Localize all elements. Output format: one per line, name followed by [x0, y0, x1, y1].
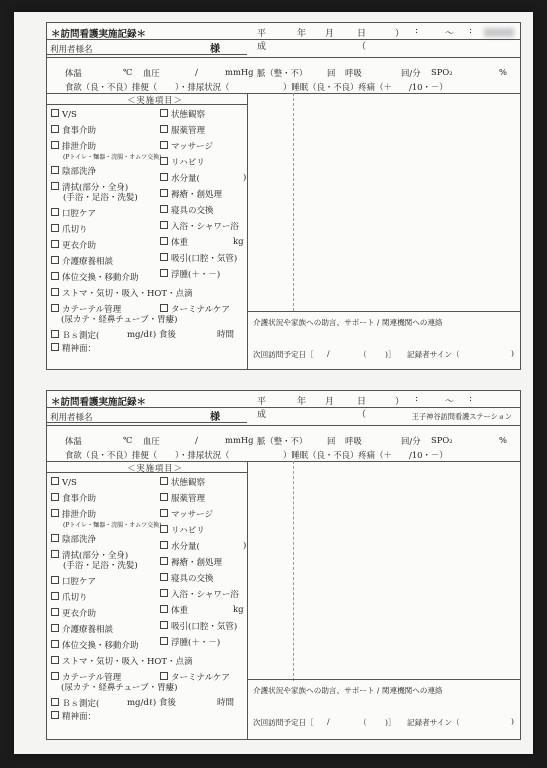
- checklist-item: [217, 330, 234, 340]
- checkbox[interactable]: [51, 592, 59, 600]
- checklist-item[interactable]: [160, 173, 200, 184]
- vital-label: 回/分: [401, 436, 421, 446]
- checkbox[interactable]: [51, 550, 59, 558]
- vital-label: SPO₂: [431, 67, 453, 77]
- divider: [247, 679, 520, 680]
- recorder-sign-label: 記録者サイン（: [407, 718, 460, 727]
- checklist-item-label: 吸引(口腔・気管): [171, 254, 238, 264]
- checkbox[interactable]: [160, 541, 168, 549]
- vital-label: /: [195, 67, 198, 77]
- vital-label: %: [499, 435, 507, 445]
- checklist-item-label: (手浴・足浴・洗髪): [63, 561, 138, 571]
- divider: [47, 57, 520, 58]
- user-name-label: 利用者様名: [50, 413, 93, 423]
- date-part: ）: [395, 397, 405, 407]
- checklist-item[interactable]: [51, 493, 96, 504]
- checklist-item[interactable]: [160, 557, 222, 568]
- checklist-item-label: 口腔ケア: [62, 577, 97, 587]
- checkbox[interactable]: [51, 272, 59, 280]
- checklist-item-label: 寝具の交換: [171, 574, 214, 584]
- checklist-item-label: ): [243, 541, 247, 551]
- vital-label: ℃: [123, 435, 133, 445]
- checklist-item[interactable]: [51, 672, 121, 683]
- checkbox[interactable]: [51, 208, 59, 216]
- checklist-item[interactable]: [160, 589, 239, 600]
- checklist-item: [61, 683, 177, 693]
- checklist-item: [243, 541, 246, 551]
- vital-label: 血圧: [143, 68, 160, 78]
- vital-label: 体温: [65, 436, 82, 446]
- checklist-item-label: 服薬管理: [171, 126, 206, 136]
- checkbox[interactable]: [160, 269, 168, 277]
- date-part: :: [469, 26, 473, 36]
- vital-label: ℃: [123, 67, 133, 77]
- vital-label: 回: [327, 436, 336, 446]
- checklist-item-label: 体重: [171, 238, 189, 248]
- vital-label: 呼吸: [345, 436, 362, 446]
- checkbox[interactable]: [51, 656, 59, 664]
- checklist-item[interactable]: [160, 605, 188, 616]
- checklist-item: [127, 698, 176, 708]
- checklist-item[interactable]: [51, 141, 96, 152]
- vital-label: ）睡眠（良・不良）疼痛（＋: [283, 82, 392, 92]
- form-title: ＊訪問看護実施記録＊: [51, 397, 147, 408]
- checkbox[interactable]: [160, 237, 168, 245]
- checklist-item-label: ターミナルケア: [171, 673, 230, 683]
- checklist-item[interactable]: [160, 269, 220, 280]
- divider: [47, 407, 520, 408]
- date-part: ～: [445, 29, 455, 39]
- checkbox[interactable]: [51, 509, 59, 517]
- vital-label: 回: [327, 68, 336, 78]
- date-part: :: [415, 394, 419, 404]
- checklist-item[interactable]: [160, 237, 188, 248]
- vital-label: /: [195, 435, 198, 445]
- vital-label: /10・－）: [409, 82, 448, 92]
- station-name: 王子神谷訪問看護ステーション: [411, 412, 512, 421]
- checklist-item-label: 食事介助: [62, 494, 97, 504]
- checkbox[interactable]: [160, 509, 168, 517]
- date-part: 年: [297, 29, 307, 39]
- vital-label: mmHg: [225, 435, 254, 445]
- checklist-item-label: 浮腫(＋・－): [171, 270, 221, 280]
- vital-label: SPO₂: [431, 435, 453, 445]
- checklist-item[interactable]: [160, 304, 230, 315]
- checklist-item-label: カテーテル管理: [62, 673, 122, 683]
- checklist-item-label: 陰部洗浄: [62, 167, 97, 177]
- checklist-item[interactable]: [160, 637, 220, 648]
- checklist-item-label: リハビリ: [171, 158, 205, 168]
- checklist-item[interactable]: [51, 592, 88, 603]
- checkbox[interactable]: [160, 253, 168, 261]
- checklist-item-label: カテーテル管理: [62, 305, 122, 315]
- vital-label: mmHg: [225, 67, 254, 77]
- column-divider: [247, 461, 248, 739]
- divider: [247, 311, 520, 312]
- checkbox[interactable]: [51, 698, 59, 706]
- checklist-item-label: 状態観察: [171, 110, 206, 120]
- checklist-item[interactable]: [160, 141, 213, 152]
- vital-label: ）・排尿状況（: [175, 450, 230, 460]
- checkbox[interactable]: [51, 224, 59, 232]
- date-part: 月: [325, 29, 335, 39]
- checklist-item: [61, 315, 177, 325]
- next-visit-part: /: [327, 349, 330, 358]
- checkbox[interactable]: [160, 525, 168, 533]
- checklist-item[interactable]: [160, 253, 237, 264]
- advice-label: 介護状況や家族への助言、サポート / 関連機関への連絡: [253, 318, 443, 327]
- checkbox[interactable]: [160, 173, 168, 181]
- checkbox[interactable]: [51, 576, 59, 584]
- divider: [47, 425, 520, 426]
- recorder-sign-end: ): [511, 717, 514, 726]
- date-part: 年: [297, 397, 307, 407]
- checklist-item-label: リハビリ: [171, 526, 205, 536]
- vital-label: %: [499, 67, 507, 77]
- checklist-item[interactable]: [51, 711, 96, 722]
- divider: [47, 54, 247, 55]
- next-visit-label: 次回訪問予定日［: [253, 350, 314, 359]
- checklist-item[interactable]: [51, 343, 96, 354]
- checkbox[interactable]: [51, 608, 59, 616]
- advice-label: 介護状況や家族への助言、サポート / 関連機関への連絡: [253, 686, 443, 695]
- checklist-item-label: 爪切り: [62, 593, 88, 603]
- checklist-item: [217, 698, 234, 708]
- checklist-item[interactable]: [160, 573, 214, 584]
- next-visit-part: )］: [385, 350, 396, 359]
- checklist-item-label: ストマ・気切・吸入・HOT・点滴: [62, 657, 193, 667]
- checklist-item[interactable]: [51, 624, 113, 635]
- form-title: ＊訪問看護実施記録＊: [51, 29, 147, 40]
- checklist-item-label: (尿カテ・経鼻チューブ・胃瘻): [61, 315, 178, 325]
- vital-label: 回/分: [401, 68, 421, 78]
- checklist-item-label: (Pトイレ・麵器・浣腸・オムツ交換): [63, 522, 162, 529]
- items-heading: ＜実施項目＞: [127, 95, 183, 105]
- checkbox[interactable]: [160, 637, 168, 645]
- checklist-item-label: 服薬管理: [171, 494, 206, 504]
- honorific-label: 様: [210, 44, 220, 55]
- date-part: ～: [445, 397, 455, 407]
- checklist-item[interactable]: [160, 221, 239, 232]
- checklist-item[interactable]: [160, 109, 205, 120]
- checklist-item-label: (Pトイレ・麵器・浣腸・オムツ交換): [63, 154, 162, 161]
- checkbox[interactable]: [160, 157, 168, 165]
- checklist-item[interactable]: [51, 330, 99, 341]
- checklist-item[interactable]: [160, 672, 230, 683]
- checklist-item[interactable]: [160, 509, 213, 520]
- honorific-label: 様: [210, 412, 220, 423]
- divider: [47, 104, 247, 105]
- divider: [47, 472, 247, 473]
- checklist-item[interactable]: [51, 477, 77, 488]
- user-name-label: 利用者様名: [50, 45, 93, 55]
- checkbox[interactable]: [51, 256, 59, 264]
- vital-label: ）睡眠（良・不良）疼痛（＋: [283, 450, 392, 460]
- column-divider: [293, 461, 294, 681]
- next-visit-part: （: [359, 718, 367, 727]
- checkbox[interactable]: [51, 624, 59, 632]
- checklist-item[interactable]: [51, 272, 139, 283]
- checklist-item: [233, 237, 244, 247]
- checkbox[interactable]: [51, 477, 59, 485]
- checklist-item-label: mg/dℓ) 食後: [127, 698, 176, 708]
- checklist-item-label: 水分量(: [171, 542, 200, 552]
- checklist-item: [233, 605, 244, 615]
- checkbox[interactable]: [51, 330, 59, 338]
- checkbox[interactable]: [51, 640, 59, 648]
- checklist-item-label: 清拭(部分・全身): [62, 551, 129, 561]
- checklist-item-label: 体重: [171, 606, 189, 616]
- checklist-item[interactable]: [51, 109, 77, 120]
- vital-label: 食欲（良・不良）排便（: [65, 82, 158, 92]
- checklist-item-label: 時間: [217, 698, 235, 708]
- checklist-item[interactable]: [51, 125, 96, 136]
- checklist-item-label: ): [243, 173, 247, 183]
- checklist-item-label: マッサージ: [171, 510, 213, 520]
- redacted-area: [484, 28, 514, 37]
- checklist-item[interactable]: [51, 576, 96, 587]
- vital-label: ）・排尿状況（: [175, 82, 230, 92]
- next-visit-part: /: [327, 717, 330, 726]
- checklist-item[interactable]: [51, 304, 121, 315]
- checkbox[interactable]: [160, 304, 168, 312]
- checklist-item-label: kg: [233, 605, 244, 615]
- checkbox[interactable]: [51, 109, 59, 117]
- checkbox[interactable]: [160, 477, 168, 485]
- checkbox[interactable]: [51, 240, 59, 248]
- checklist-item-label: 精神面：: [62, 344, 97, 354]
- checklist-item-label: 爪切り: [62, 225, 88, 235]
- checklist-item: [127, 330, 176, 340]
- next-visit-part: （: [359, 350, 367, 359]
- checklist-item-label: 状態観察: [171, 478, 206, 488]
- checklist-item-label: (手浴・足浴・洗髪): [63, 193, 138, 203]
- checkbox[interactable]: [160, 109, 168, 117]
- checkbox[interactable]: [51, 166, 59, 174]
- recorder-sign-label: 記録者サイン（: [407, 350, 460, 359]
- checklist-item: [63, 193, 138, 203]
- checkbox[interactable]: [51, 182, 59, 190]
- checklist-item-label: 体位交換・移動介助: [62, 273, 139, 283]
- date-part: 平成: [257, 29, 267, 52]
- checklist-item[interactable]: [51, 166, 96, 177]
- checklist-item: [63, 561, 138, 571]
- checklist-item-label: マッサージ: [171, 142, 213, 152]
- checkbox[interactable]: [160, 557, 168, 565]
- vital-label: 脈（整・不）: [257, 436, 308, 446]
- checklist-item-label: 精神面：: [62, 712, 97, 722]
- checklist-item-label: 介護療養相談: [62, 625, 114, 635]
- checklist-item[interactable]: [160, 189, 222, 200]
- vital-label: 脈（整・不）: [257, 68, 308, 78]
- checklist-item: [63, 152, 161, 163]
- checklist-item[interactable]: [160, 541, 200, 552]
- checkbox[interactable]: [160, 189, 168, 197]
- checklist-item[interactable]: [51, 256, 113, 267]
- checkbox[interactable]: [51, 141, 59, 149]
- visit-record-form-2: [46, 390, 521, 740]
- checklist-item[interactable]: [51, 640, 139, 651]
- checkbox[interactable]: [51, 493, 59, 501]
- checklist-item[interactable]: [160, 205, 214, 216]
- checklist-item-label: 褥瘡・創処理: [171, 190, 223, 200]
- date-part: 月: [325, 397, 335, 407]
- checkbox[interactable]: [160, 621, 168, 629]
- checklist-item-label: V/S: [62, 478, 77, 488]
- checkbox[interactable]: [51, 534, 59, 542]
- checkbox[interactable]: [160, 125, 168, 133]
- checklist-item-label: Ｂｓ測定(: [62, 699, 100, 709]
- checklist-item-label: 清拭(部分・全身): [62, 183, 129, 193]
- checklist-item-label: 排泄介助: [62, 510, 97, 520]
- checklist-item[interactable]: [160, 477, 205, 488]
- checkbox[interactable]: [51, 343, 59, 351]
- checklist-item-label: 介護療養相談: [62, 257, 114, 267]
- date-part: ）: [395, 29, 405, 39]
- recorder-sign-end: ): [511, 349, 514, 358]
- checkbox[interactable]: [160, 589, 168, 597]
- checkbox[interactable]: [160, 493, 168, 501]
- vital-label: /10・－）: [409, 450, 448, 460]
- checkbox[interactable]: [160, 672, 168, 680]
- checklist-item-label: 更衣介助: [62, 241, 97, 251]
- visit-record-form-1: [46, 22, 521, 370]
- checklist-item-label: 入浴・シャワー浴: [171, 222, 239, 232]
- checklist-item[interactable]: [51, 534, 96, 545]
- vital-label: 食欲（良・不良）排便（: [65, 450, 158, 460]
- divider: [47, 39, 520, 40]
- checklist-item-label: 水分量(: [171, 174, 200, 184]
- checklist-item-label: (尿カテ・経鼻チューブ・胃瘻): [61, 683, 178, 693]
- checklist-item[interactable]: [51, 608, 96, 619]
- checklist-item[interactable]: [160, 525, 205, 536]
- checkbox[interactable]: [160, 573, 168, 581]
- checklist-item-label: 更衣介助: [62, 609, 97, 619]
- date-part: 日（: [357, 29, 367, 52]
- checkbox[interactable]: [51, 672, 59, 680]
- date-part: 日（: [357, 397, 367, 420]
- checkbox[interactable]: [51, 711, 59, 719]
- checklist-item[interactable]: [160, 157, 205, 168]
- checklist-item[interactable]: [160, 125, 205, 136]
- checklist-item[interactable]: [51, 240, 96, 251]
- checklist-item[interactable]: [160, 621, 237, 632]
- next-visit-part: )］: [385, 718, 396, 727]
- checkbox[interactable]: [51, 288, 59, 296]
- checklist-item-label: 排泄介助: [62, 142, 97, 152]
- date-part: :: [469, 394, 473, 404]
- checklist-item[interactable]: [51, 698, 99, 709]
- date-part: 平成: [257, 397, 267, 420]
- checklist-item-label: 入浴・シャワー浴: [171, 590, 239, 600]
- checkbox[interactable]: [51, 304, 59, 312]
- divider: [47, 422, 247, 423]
- checklist-item-label: 吸引(口腔・気管): [171, 622, 238, 632]
- checklist-item: [63, 520, 161, 531]
- checklist-item-label: 寝具の交換: [171, 206, 214, 216]
- date-part: :: [415, 26, 419, 36]
- checklist-item[interactable]: [51, 509, 96, 520]
- vital-label: 体温: [65, 68, 82, 78]
- checkbox[interactable]: [160, 221, 168, 229]
- checklist-item: [243, 173, 246, 183]
- checkbox[interactable]: [51, 125, 59, 133]
- checklist-item-label: Ｂｓ測定(: [62, 331, 100, 341]
- items-heading: ＜実施項目＞: [127, 463, 183, 473]
- vital-label: 呼吸: [345, 68, 362, 78]
- checklist-item-label: mg/dℓ) 食後: [127, 330, 176, 340]
- checklist-item-label: 褥瘡・創処理: [171, 558, 223, 568]
- checklist-item[interactable]: [51, 208, 96, 219]
- checklist-item[interactable]: [51, 656, 193, 667]
- checklist-item[interactable]: [51, 288, 193, 299]
- checklist-item-label: 食事介助: [62, 126, 97, 136]
- checklist-item-label: 口腔ケア: [62, 209, 97, 219]
- checklist-item[interactable]: [51, 550, 128, 561]
- checklist-item-label: 陰部洗浄: [62, 535, 97, 545]
- checkbox[interactable]: [160, 605, 168, 613]
- checklist-item-label: 時間: [217, 330, 235, 340]
- checkbox[interactable]: [160, 141, 168, 149]
- checklist-item-label: kg: [233, 237, 244, 247]
- checkbox[interactable]: [160, 205, 168, 213]
- checklist-item-label: ターミナルケア: [171, 305, 230, 315]
- checklist-item[interactable]: [160, 493, 205, 504]
- vital-label: 血圧: [143, 436, 160, 446]
- checklist-item[interactable]: [51, 182, 128, 193]
- checklist-item[interactable]: [51, 224, 88, 235]
- next-visit-label: 次回訪問予定日［: [253, 718, 314, 727]
- checklist-item-label: ストマ・気切・吸入・HOT・点滴: [62, 289, 193, 299]
- checklist-item-label: 浮腫(＋・－): [171, 638, 221, 648]
- checklist-item-label: 体位交換・移動介助: [62, 641, 139, 651]
- column-divider: [293, 93, 294, 311]
- checklist-item-label: V/S: [62, 110, 77, 120]
- column-divider: [247, 93, 248, 369]
